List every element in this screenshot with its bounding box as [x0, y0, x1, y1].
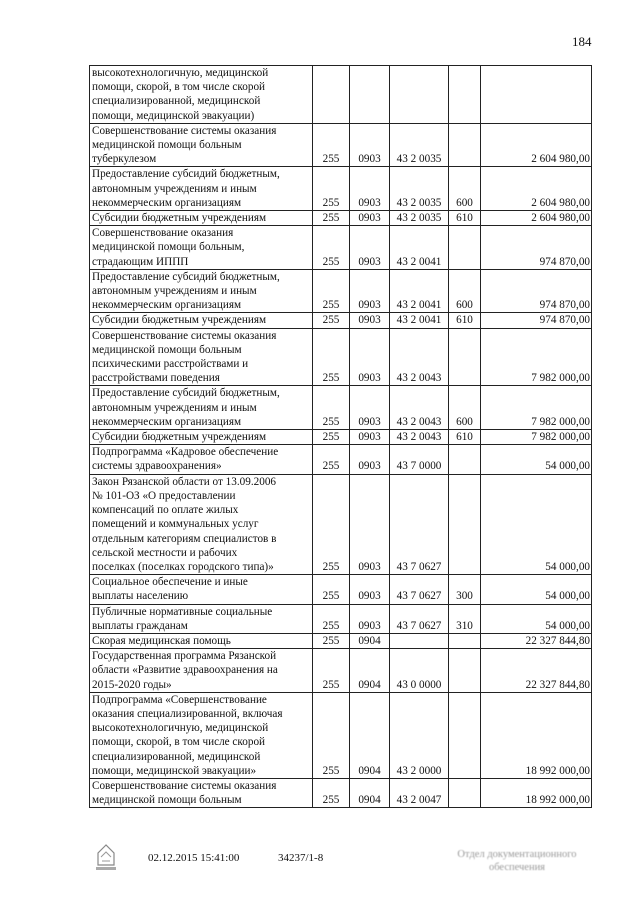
table-row: [90, 649, 592, 693]
row-razdel: 0903: [350, 386, 390, 430]
row-vr: [449, 649, 481, 693]
table-row: [90, 474, 592, 574]
row-glav: 255: [313, 269, 350, 313]
row-csr: 43 7 0000: [390, 445, 449, 474]
row-csr: 43 2 0043: [390, 328, 449, 386]
row-csr: [390, 633, 449, 648]
table-row: [90, 123, 592, 167]
row-glav: 255: [313, 692, 350, 778]
row-vr: 610: [449, 313, 481, 328]
table-row: [90, 313, 592, 328]
row-amount: 2 604 980,00: [481, 167, 592, 211]
row-razdel: 0903: [350, 167, 390, 211]
row-glav: 255: [313, 226, 350, 270]
row-csr: 43 7 0627: [390, 474, 449, 574]
row-name: Подпрограмма «Совершенствование оказания специализированной, включая высокотехнологичную, медицинской помощи, скорой, в том числе скорой специализированной, медицинской помощи, медицинской эвакуации»: [90, 692, 313, 778]
row-vr: 610: [449, 430, 481, 445]
row-glav: 255: [313, 778, 350, 807]
table-row: [90, 430, 592, 445]
row-vr: 310: [449, 604, 481, 633]
footer-datetime: 02.12.2015 15:41:00: [148, 852, 240, 864]
row-razdel: 0904: [350, 778, 390, 807]
row-amount: 974 870,00: [481, 226, 592, 270]
table-row: [90, 386, 592, 430]
row-csr: 43 7 0627: [390, 575, 449, 604]
row-csr: 43 7 0627: [390, 604, 449, 633]
row-vr: [449, 633, 481, 648]
row-name: Предоставление субсидий бюджетным, автономным учреждениям и иным некоммерческим организациям: [90, 386, 313, 430]
row-vr: [449, 123, 481, 167]
row-razdel: 0903: [350, 430, 390, 445]
table-row: [90, 604, 592, 633]
row-razdel: 0903: [350, 226, 390, 270]
row-csr: 43 2 0035: [390, 123, 449, 167]
row-vr: [449, 66, 481, 124]
row-razdel: 0903: [350, 575, 390, 604]
row-razdel: 0903: [350, 269, 390, 313]
row-amount: 54 000,00: [481, 445, 592, 474]
row-amount: 2 604 980,00: [481, 211, 592, 226]
row-glav: 255: [313, 386, 350, 430]
row-amount: 54 000,00: [481, 474, 592, 574]
row-csr: 43 2 0043: [390, 430, 449, 445]
emblem-icon: [92, 843, 120, 873]
row-glav: 255: [313, 649, 350, 693]
row-csr: 43 2 0035: [390, 167, 449, 211]
row-name: Социальное обеспечение и иные выплаты населению: [90, 575, 313, 604]
row-csr: 43 2 0035: [390, 211, 449, 226]
row-vr: 600: [449, 167, 481, 211]
row-amount: 22 327 844,80: [481, 649, 592, 693]
row-vr: 600: [449, 386, 481, 430]
row-razdel: 0903: [350, 445, 390, 474]
table-row: [90, 66, 592, 124]
row-amount: 22 327 844,80: [481, 633, 592, 648]
row-razdel: 0903: [350, 604, 390, 633]
row-name: Закон Рязанской области от 13.09.2006 № 101-ОЗ «О предоставлении компенсаций по оплате жилых помещений и коммунальных услуг отдельным категориям специалистов в сельской местности и рабочих поселках (поселках городского типа)»: [90, 474, 313, 574]
row-amount: [481, 66, 592, 124]
row-amount: 974 870,00: [481, 269, 592, 313]
budget-table-body: [90, 66, 592, 808]
row-amount: 2 604 980,00: [481, 123, 592, 167]
row-glav: 255: [313, 211, 350, 226]
table-row: [90, 633, 592, 648]
row-amount: 7 982 000,00: [481, 328, 592, 386]
row-csr: 43 2 0043: [390, 386, 449, 430]
row-name: Подпрограмма «Кадровое обеспечение системы здравоохранения»: [90, 445, 313, 474]
row-razdel: 0904: [350, 692, 390, 778]
row-amount: 7 982 000,00: [481, 386, 592, 430]
table-row: [90, 328, 592, 386]
row-razdel: 0904: [350, 633, 390, 648]
department-stamp: Отдел документационного обеспечения: [457, 849, 577, 873]
row-glav: 255: [313, 167, 350, 211]
row-csr: 43 2 0000: [390, 692, 449, 778]
row-name: Субсидии бюджетным учреждениям: [90, 430, 313, 445]
row-vr: 600: [449, 269, 481, 313]
row-amount: 18 992 000,00: [481, 778, 592, 807]
table-row: [90, 167, 592, 211]
table-row: [90, 211, 592, 226]
row-name: Государственная программа Рязанской области «Развитие здравоохранения на 2015-2020 годы»: [90, 649, 313, 693]
row-csr: 43 2 0041: [390, 226, 449, 270]
row-name: Совершенствование системы оказания медицинской помощи больным туберкулезом: [90, 123, 313, 167]
row-glav: 255: [313, 474, 350, 574]
row-glav: 255: [313, 123, 350, 167]
row-razdel: 0903: [350, 123, 390, 167]
row-name: Субсидии бюджетным учреждениям: [90, 211, 313, 226]
row-glav: 255: [313, 604, 350, 633]
row-vr: [449, 226, 481, 270]
row-csr: [390, 66, 449, 124]
row-razdel: 0903: [350, 328, 390, 386]
row-vr: [449, 445, 481, 474]
row-amount: 7 982 000,00: [481, 430, 592, 445]
row-amount: 18 992 000,00: [481, 692, 592, 778]
row-name: Совершенствование системы оказания медицинской помощи больным психическими расстройствами и расстройствами поведения: [90, 328, 313, 386]
row-amount: 54 000,00: [481, 604, 592, 633]
row-glav: 255: [313, 575, 350, 604]
footer-doc-number: 34237/1-8: [278, 852, 324, 864]
row-amount: 54 000,00: [481, 575, 592, 604]
table-row: [90, 269, 592, 313]
row-glav: 255: [313, 328, 350, 386]
table-row: [90, 778, 592, 807]
row-vr: 610: [449, 211, 481, 226]
row-razdel: [350, 66, 390, 124]
row-name: Совершенствование системы оказания медицинской помощи больным: [90, 778, 313, 807]
table-row: [90, 226, 592, 270]
row-name: Предоставление субсидий бюджетным, автономным учреждениям и иным некоммерческим организациям: [90, 167, 313, 211]
row-glav: 255: [313, 445, 350, 474]
row-name: Предоставление субсидий бюджетным, автономным учреждениям и иным некоммерческим организациям: [90, 269, 313, 313]
row-vr: [449, 474, 481, 574]
row-csr: 43 2 0047: [390, 778, 449, 807]
row-csr: 43 2 0041: [390, 313, 449, 328]
row-name: Субсидии бюджетным учреждениям: [90, 313, 313, 328]
table-row: [90, 445, 592, 474]
table-row: [90, 575, 592, 604]
row-name: Скорая медицинская помощь: [90, 633, 313, 648]
row-razdel: 0904: [350, 649, 390, 693]
row-name: Совершенствование оказания медицинской помощи больным, страдающим ИППП: [90, 226, 313, 270]
row-name: высокотехнологичную, медицинской помощи, скорой, в том числе скорой специализированной, медицинской помощи, медицинской эвакуации): [90, 66, 313, 124]
row-glav: 255: [313, 430, 350, 445]
row-vr: [449, 692, 481, 778]
row-glav: 255: [313, 313, 350, 328]
page-number: 184: [572, 34, 592, 49]
row-glav: [313, 66, 350, 124]
budget-table: [89, 65, 592, 808]
row-amount: 974 870,00: [481, 313, 592, 328]
row-razdel: 0903: [350, 313, 390, 328]
row-vr: [449, 328, 481, 386]
row-name: Публичные нормативные социальные выплаты гражданам: [90, 604, 313, 633]
table-row: [90, 692, 592, 778]
row-glav: 255: [313, 633, 350, 648]
row-csr: 43 0 0000: [390, 649, 449, 693]
row-vr: 300: [449, 575, 481, 604]
row-vr: [449, 778, 481, 807]
row-csr: 43 2 0041: [390, 269, 449, 313]
row-razdel: 0903: [350, 211, 390, 226]
row-razdel: 0903: [350, 474, 390, 574]
